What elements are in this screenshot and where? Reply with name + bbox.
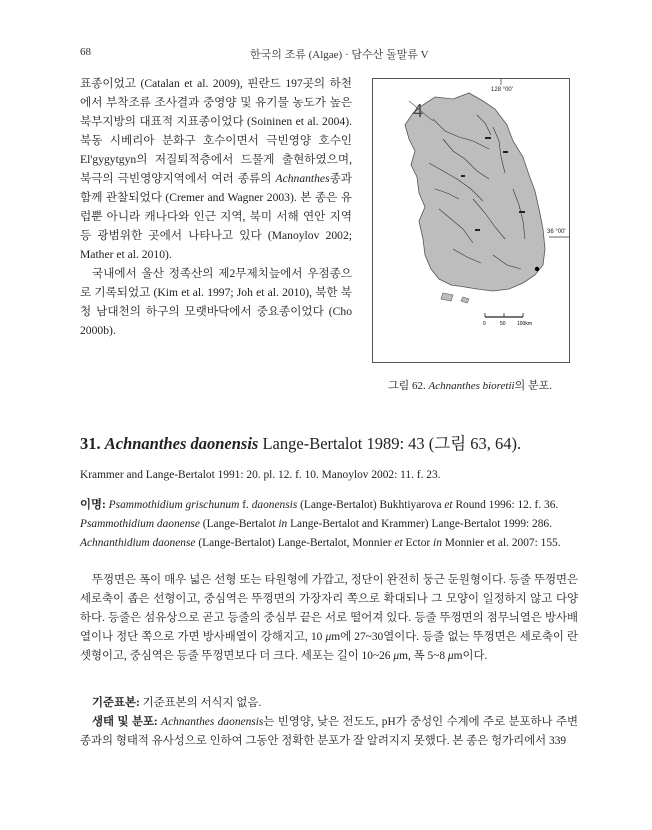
ecology-label: 생태 및 분포: [92,716,158,728]
synonyms-label: 이명: [80,499,106,511]
text-run: 뚜껑면은 폭이 매우 넓은 선형 또는 타원형에 가깝고, 정단이 완전히 둥근 둔원형이다. 등줄 뚜껑면은 세로축이 좁은 선형이고, 중심역은 뚜껑면의 가장자리 쪽으로 확대되나 그 모양이 일정하지 않고 다양하다. 등줄은 섬유상으로 곧고 등줄의 중심부 끝은 서로 떨어져 있다. 등줄 뚜껑면의 점무늬열은 방사배열이나 정단 쪽으로 가면 방사배열이 강해지고, 10 [80,574,578,643]
text-run: 종과 함께 관찰되었다 (Cremer and Wagner 2003). 본 종은 유럽뿐 아니라 캐나다와 인근 지역, 북미 서해 연안 지역 등 광범위한 곳에서 나타나고 있다 (Manoylov 2002; Mather et al. 2010). [80,172,352,261]
text-run: in [433,537,442,549]
text-run: μ [325,631,332,643]
text-run: Psammothidium daonense [80,518,200,530]
paragraph-1 [80,74,352,264]
korea-map-svg [373,79,569,362]
scale-label-0: 0 [483,321,486,327]
running-title: 한국의 조류 (Algae) · 담수산 돌말류 V [250,49,429,61]
text-run: (Lange-Bertalot) Bukhtiyarova [297,499,445,511]
text-run: (Lange-Bertalot) Lange-Bertalot, Monnier [195,537,395,549]
scale-bar [483,313,532,327]
synonym-1 [109,499,559,511]
longitude-label: 128 °00' [491,87,513,93]
peninsula-outline [405,93,545,291]
text-run: μ [447,650,454,662]
footnotes-block [80,694,578,751]
text-run: f. [239,499,252,511]
type-specimen-label: 기준표본: [92,697,140,709]
text-run: Psammothidium grischunum [108,499,240,511]
text-run: Achnanthes [275,172,330,185]
caption-prefix: 그림 62. [388,380,426,392]
text-run: (Lange-Bertalot [199,518,279,530]
figure-caption [372,377,568,393]
paragraph-2: 국내에서 울산 정족산의 제2무제치늪에서 우점종으로 기록되었고 (Kim et al. 1997; Joh et al. 2010), 북한 북청 남대천의 하구의 모랫바닥에서 중요종이었다 (Cho 2000b). [80,267,352,337]
type-specimen-text: 기준표본의 서식지 없음. [139,697,262,709]
text-run: in [278,518,288,530]
text-run: m, 폭 5~8 [399,650,448,662]
species-authority: Lange-Bertalot 1989: 43 (그림 63, 64). [262,434,522,453]
scale-label-100: 100km [517,321,533,327]
description-block [80,571,578,666]
island [461,297,469,303]
text-run: Achnanthes daonensis [161,716,264,728]
text-run: μ [393,650,400,662]
caption-species: Achnanthes bioretii [428,380,515,392]
text-run: Monnier et al. 2007: 155. [441,537,561,549]
text-run: et [444,499,453,511]
species-name: Achnanthes daonensis [104,434,259,453]
distribution-map [372,78,570,363]
text-run: et [394,537,403,549]
description-paragraph [80,571,578,666]
caption-suffix: 의 분포. [514,380,552,392]
synonym-2 [80,515,575,534]
species-heading [80,430,521,454]
map-number: 4 [413,101,424,121]
text-run: m이다. [453,650,488,662]
text-run: daonensis [251,499,298,511]
scale-label-50: 50 [500,321,506,327]
left-column-text [80,74,352,340]
text-run: Ector [402,537,434,549]
page-number: 68 [80,46,91,58]
island [441,293,453,301]
text-run: m에 27~30열이다. 등줄 없는 뚜껑면은 세로축이 란셋형이고, 중심역은 등줄 뚜껑면보다 더 크다. 세포는 길이 10~26 [80,631,578,662]
record-site-marker [535,267,539,271]
latitude-label: 36 °00' [547,229,566,235]
synonym-3 [80,534,575,553]
references-line: Krammer and Lange-Bertalot 1991: 20. pl. 12. f. 10. Manoylov 2002: 11. f. 23. [80,469,441,481]
text-run: 는 빈영양, 낮은 전도도, pH가 중성인 수계에 주로 분포하나 주변 종과의 형태적 유사성으로 인하여 그동안 정확한 분포가 잘 알려지지 못했다. 본 종은 헝가리에서 339 [80,716,578,747]
text-run: Round 1996: 12. f. 36. [452,499,559,511]
text-run: 표종이었고 (Catalan et al. 2009), 핀란드 197곳의 하천에서 부착조류 조사결과 중영양 및 유기물 농도가 높은 북부지방의 대표적 지표종이었다 (Soininen et al. 2004). 북동 시베리아 분화구 호수이면서 극빈영양 호수인 El'gygytgyn의 저질퇴적층에서 드물게 출현하였으며, 북극의 극빈영양지역에서 여러 종류의 [80,77,352,185]
synonyms-block [80,496,575,553]
species-number: 31. [80,434,101,453]
text-run: Lange-Bertalot and Krammer) Lange-Bertalot 1999: 286. [287,518,552,530]
text-run: Achnanthidium daonense [80,537,196,549]
